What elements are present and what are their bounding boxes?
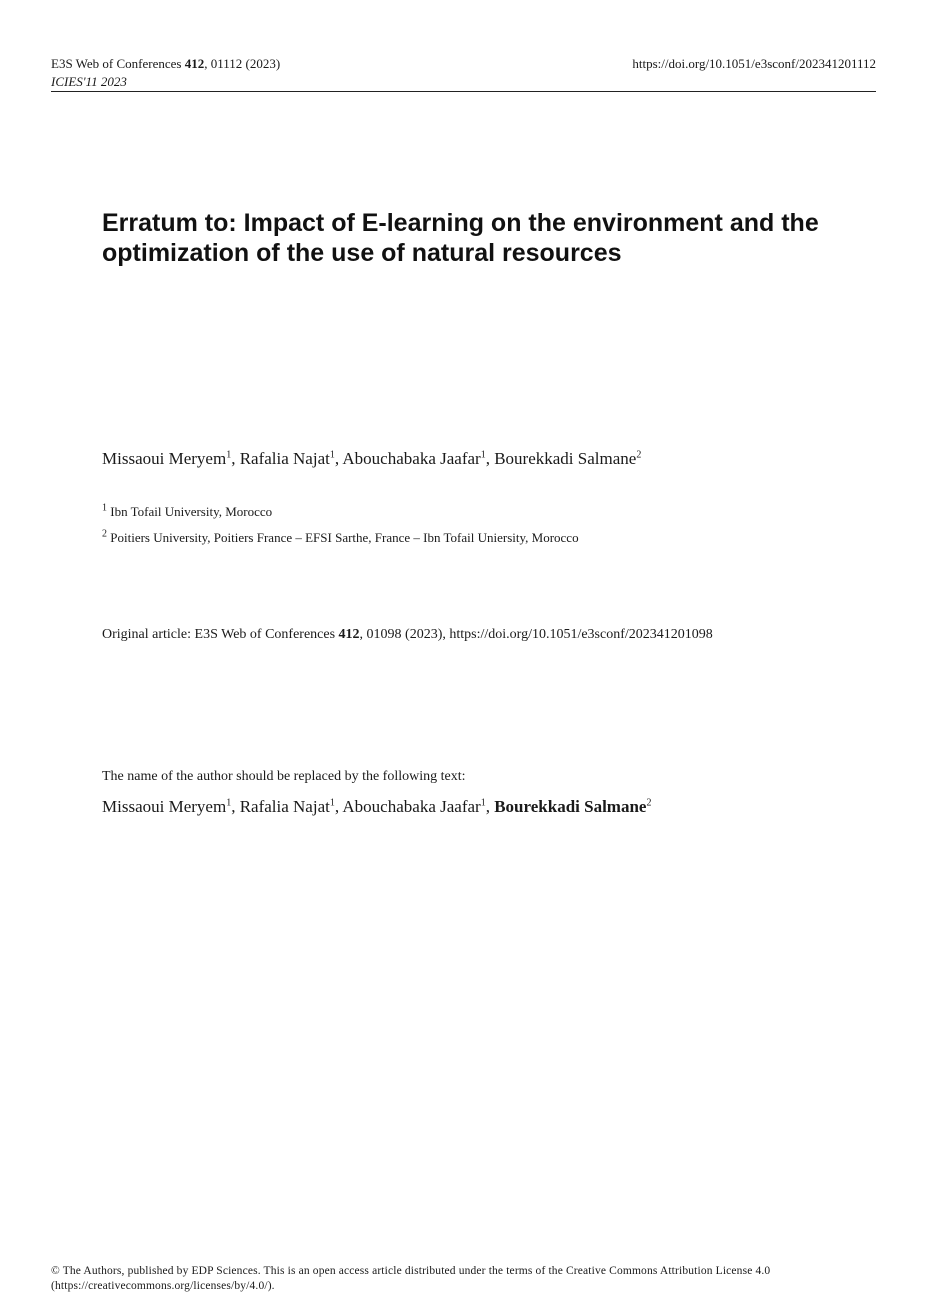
conference-name: ICIES'11 2023 <box>51 74 127 89</box>
original-article-prefix: Original article: E3S Web of Conferences <box>102 627 336 642</box>
running-header-left <box>51 55 280 91</box>
author-affiliation-mark: 1 <box>329 449 335 461</box>
author-affiliation-mark: 1 <box>480 449 486 461</box>
author-name: Missaoui Meryem <box>102 449 227 468</box>
doi-link[interactable]: https://doi.org/10.1051/e3sconf/202341201112 <box>632 56 876 71</box>
author-name: Rafalia Najat <box>239 797 330 816</box>
author-name: Abouchabaka Jaafar <box>342 449 481 468</box>
header-divider <box>51 91 876 92</box>
author-affiliation-mark: 1 <box>226 797 232 809</box>
author-name: Missaoui Meryem <box>102 797 227 816</box>
journal-name: E3S Web of Conferences <box>51 56 182 71</box>
original-article-details: , 01098 (2023), https://doi.org/10.1051/e3sconf/202341201098 <box>359 627 713 642</box>
affiliation-1 <box>102 503 272 521</box>
affiliation-number: 1 <box>102 502 107 514</box>
author-affiliation-mark: 2 <box>636 449 642 461</box>
journal-citation <box>51 55 280 73</box>
affiliation-text: Ibn Tofail University, Morocco <box>110 504 273 519</box>
affiliation-number: 2 <box>102 528 107 540</box>
author-name: Abouchabaka Jaafar <box>342 797 481 816</box>
author-affiliation-mark: 2 <box>646 797 652 809</box>
author-list: Missaoui Meryem$^1$, Rafalia Najat$^1$, Abouchabaka Jaafar$^1$, Bourekkadi Salmane$^2$ <box>102 449 642 468</box>
license-url[interactable]: (https://creativecommons.org/licenses/by/4.0/). <box>51 1280 275 1292</box>
original-article-volume: 412 <box>338 627 360 642</box>
author-affiliation-mark: 1 <box>480 797 486 809</box>
paper-title: Erratum to: Impact of E-learning on the environment and the optimization of the use of natural resources <box>102 209 819 267</box>
corrected-author-name: Bourekkadi Salmane <box>494 797 647 816</box>
author-name: Bourekkadi Salmane <box>494 449 637 468</box>
journal-volume: 412 <box>184 56 205 71</box>
correction-note: The name of the author should be replaced by the following text: <box>102 769 466 784</box>
corrected-author-list: Missaoui Meryem$^1$, Rafalia Najat$^1$, Abouchabaka Jaafar$^1$, Bourekkadi Salmane$^2$ <box>102 797 652 816</box>
author-affiliation-mark: 1 <box>329 797 335 809</box>
affiliation-2 <box>102 529 579 547</box>
article-number: , 01112 (2023) <box>204 56 281 71</box>
license-text: © The Authors, published by EDP Sciences. This is an open access article distributed under the terms of the Creative Commons Attribution License 4.0 <box>51 1265 771 1277</box>
original-article-reference <box>102 625 713 644</box>
author-name: Rafalia Najat <box>239 449 330 468</box>
license-footer <box>51 1264 881 1294</box>
affiliation-text: Poitiers University, Poitiers France – EFSI Sarthe, France – Ibn Tofail Uniersity, Morocco <box>110 530 579 545</box>
author-affiliation-mark: 1 <box>226 449 232 461</box>
